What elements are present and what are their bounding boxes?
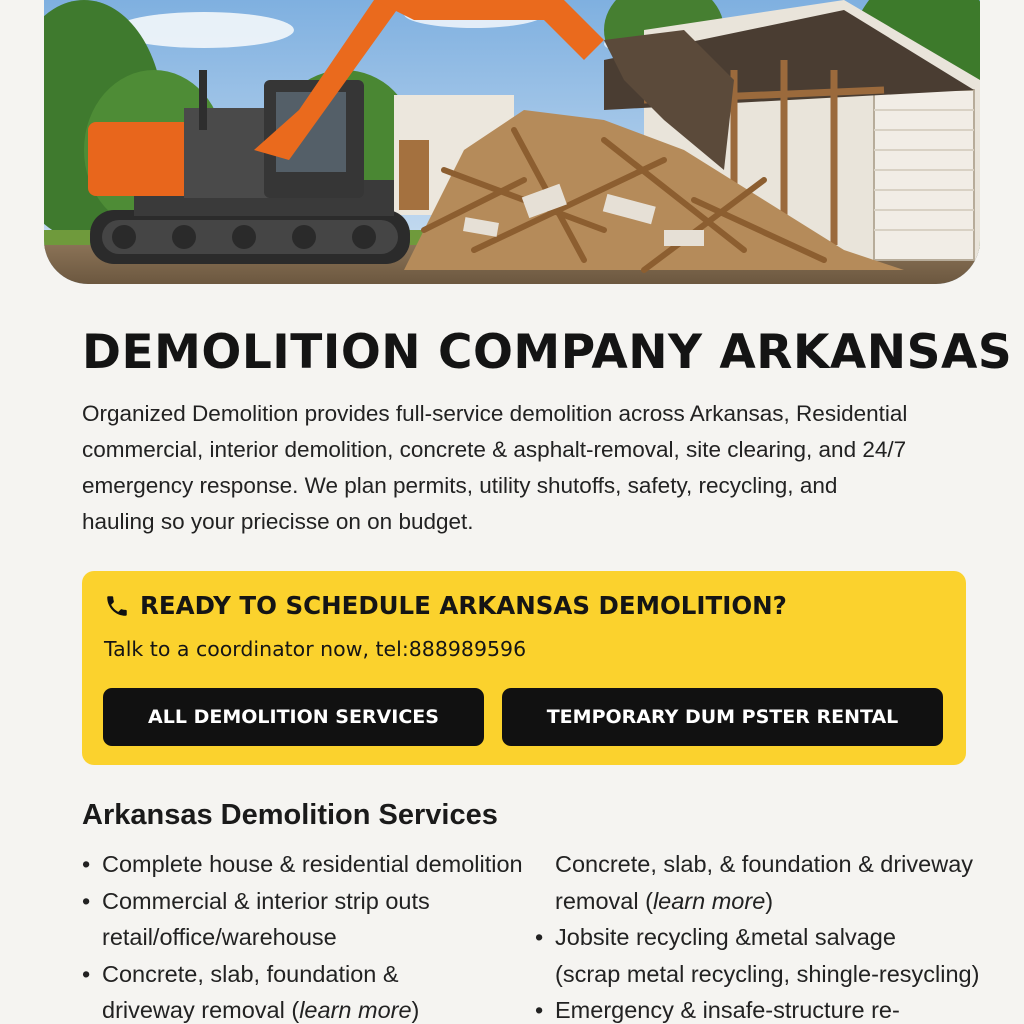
cta-heading [104, 591, 787, 620]
service-text: removal ( [555, 887, 653, 914]
learn-more-link[interactable]: learn more [299, 997, 412, 1023]
cta-title: READY TO SCHEDULE ARKANSAS DEMOLITION? [140, 591, 787, 620]
intro-line: Organized Demolition provides full-service demolition across Arkansas, Residential [82, 401, 908, 426]
service-text: driveway removal ( [102, 997, 300, 1023]
phone-icon [104, 593, 130, 619]
excavator-demolition-photo-icon [44, 0, 980, 284]
intro-line: commercial, interior demolition, concrete & asphalt-removal, site clearing, and 24/7 [82, 437, 907, 462]
service-text: • Complete house & residential demolition [102, 851, 523, 877]
intro-line: hauling so your priecisse on on budget. [82, 509, 474, 534]
services-heading: Arkansas Demolition Services [82, 799, 498, 831]
services-list-right [535, 846, 1015, 1024]
service-text: retail/office/warehouse [102, 924, 337, 950]
service-text-line [102, 992, 542, 1024]
service-text: ) [411, 997, 420, 1023]
hero-image [44, 0, 980, 284]
intro-line: emergency response. We plan permits, utility shutoffs, safety, recycling, and [82, 473, 838, 498]
service-text: ) [765, 887, 774, 914]
temporary-dumpster-rental-button[interactable]: TEMPORARY DUM PSTER RENTAL [502, 688, 943, 746]
list-item [82, 956, 542, 1024]
cta-phone-text[interactable]: Talk to a coordinator now, tel:888989596 [104, 637, 527, 661]
schedule-cta-panel [82, 571, 966, 765]
list-item [82, 846, 542, 883]
service-text-line [555, 883, 1015, 920]
page-title: DEMOLITION COMPANY ARKANSAS [82, 325, 1013, 380]
service-text: • Jobsite recycling &metal salvage [555, 924, 896, 950]
service-text: • Concrete, slab, foundation & [102, 960, 399, 987]
learn-more-link[interactable]: learn more [652, 887, 766, 914]
services-list-left [82, 846, 542, 1024]
service-text: Concrete, slab, & foundation & driveway [555, 851, 974, 877]
all-demolition-services-button[interactable]: ALL DEMOLITION SERVICES [103, 688, 484, 746]
list-item [535, 992, 1015, 1024]
intro-paragraph [82, 396, 962, 540]
list-item [535, 919, 1015, 992]
service-text: • Commercial & interior strip outs [102, 887, 430, 914]
list-item [82, 883, 542, 956]
service-text: • Emergency & insafe-structure re- [555, 997, 900, 1023]
list-item [535, 846, 1015, 919]
service-text: (scrap metal recycling, shingle-resycling) [555, 960, 980, 987]
